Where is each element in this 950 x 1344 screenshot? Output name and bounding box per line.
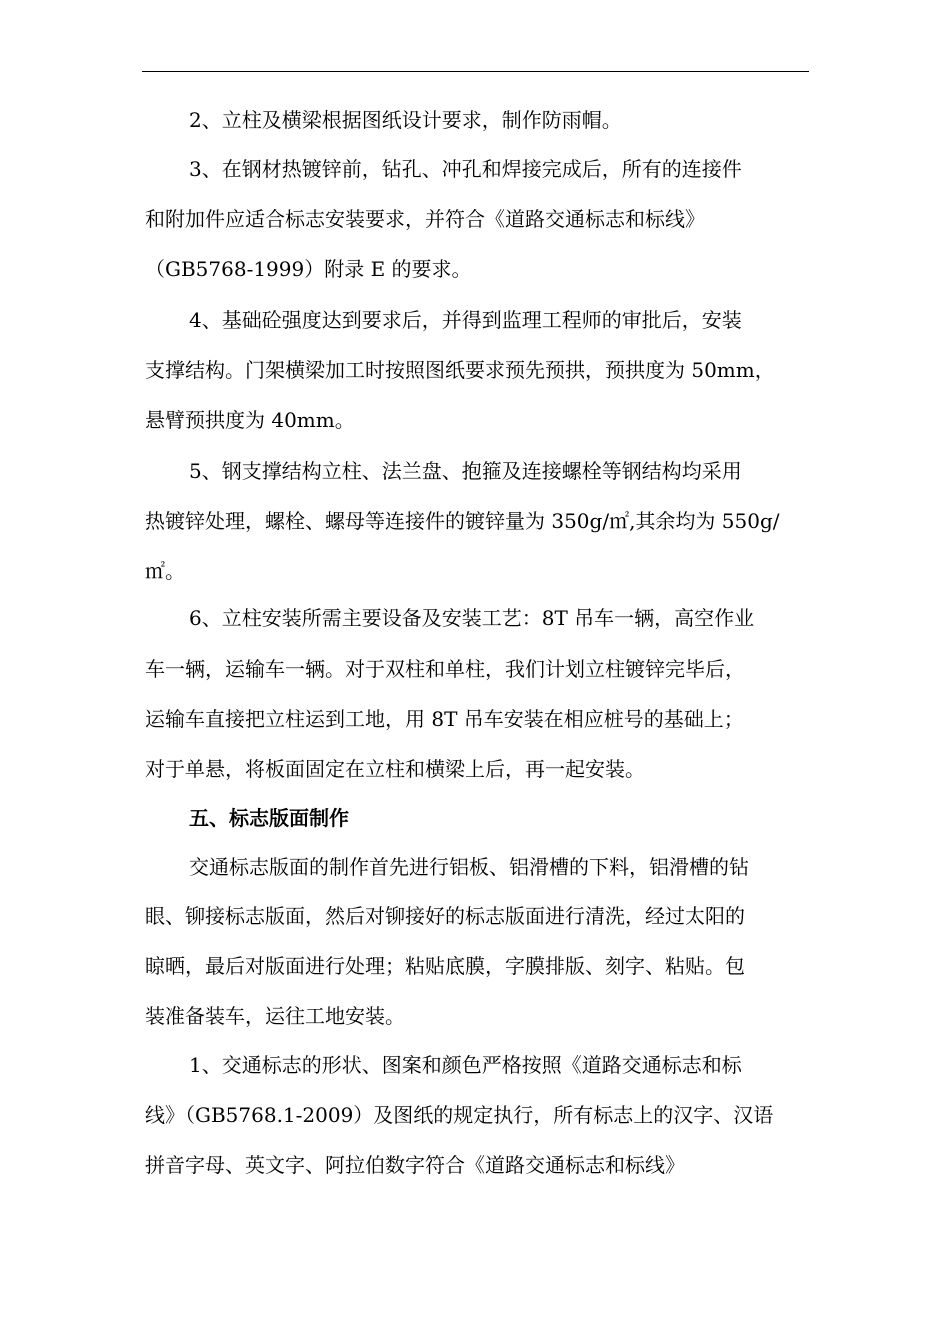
text-line: 4、基础砼强度达到要求后，并得到监理工程师的审批后，安装: [189, 308, 742, 332]
text-line: ㎡。: [145, 559, 185, 583]
text-line: 交通标志版面的制作首先进行铝板、铝滑槽的下料，铝滑槽的钻: [189, 855, 749, 879]
text-line: 1、交通标志的形状、图案和颜色严格按照《道路交通标志和标: [189, 1053, 742, 1077]
text-line: 和附加件应适合标志安装要求，并符合《道路交通标志和标线》: [145, 207, 705, 231]
text-line: 对于单悬，将板面固定在立柱和横梁上后，再一起安装。: [145, 757, 645, 781]
text-line: （GB5768-1999）附录 E 的要求。: [145, 257, 472, 281]
text-line: 装准备装车，运往工地安装。: [145, 1004, 405, 1028]
text-line: 晾晒，最后对版面进行处理；粘贴底膜，字膜排版、刻字、粘贴。包: [145, 954, 745, 978]
text-line: 支撑结构。门架横梁加工时按照图纸要求预先预拱，预拱度为 50mm，: [145, 358, 775, 382]
text-line: 6、立柱安装所需主要设备及安装工艺：8T 吊车一辆，高空作业: [189, 606, 755, 630]
text-line: 5、钢支撑结构立柱、法兰盘、抱箍及连接螺栓等钢结构均采用: [189, 459, 742, 483]
text-line: 热镀锌处理，螺栓、螺母等连接件的镀锌量为 350g/㎡,其余均为 550g/: [145, 509, 780, 533]
text-line: 运输车直接把立柱运到工地，用 8T 吊车安装在相应桩号的基础上；: [145, 707, 744, 731]
text-line: 线》（GB5768.1-2009）及图纸的规定执行，所有标志上的汉字、汉语: [145, 1103, 774, 1127]
text-line: 3、在钢材热镀锌前，钻孔、冲孔和焊接完成后，所有的连接件: [189, 157, 742, 181]
text-line: 眼、铆接标志版面，然后对铆接好的标志版面进行清洗，经过太阳的: [145, 904, 745, 928]
text-line: 悬臂预拱度为 40mm。: [145, 408, 355, 432]
text-line: 2、立柱及横梁根据图纸设计要求，制作防雨帽。: [189, 108, 622, 132]
text-line: 拼音字母、英文字、阿拉伯数字符合《道路交通标志和标线》: [145, 1153, 685, 1177]
header-rule: [142, 71, 809, 72]
text-line: 车一辆，运输车一辆。对于双柱和单柱，我们计划立柱镀锌完毕后，: [145, 657, 745, 681]
section-heading: 五、标志版面制作: [189, 806, 349, 830]
